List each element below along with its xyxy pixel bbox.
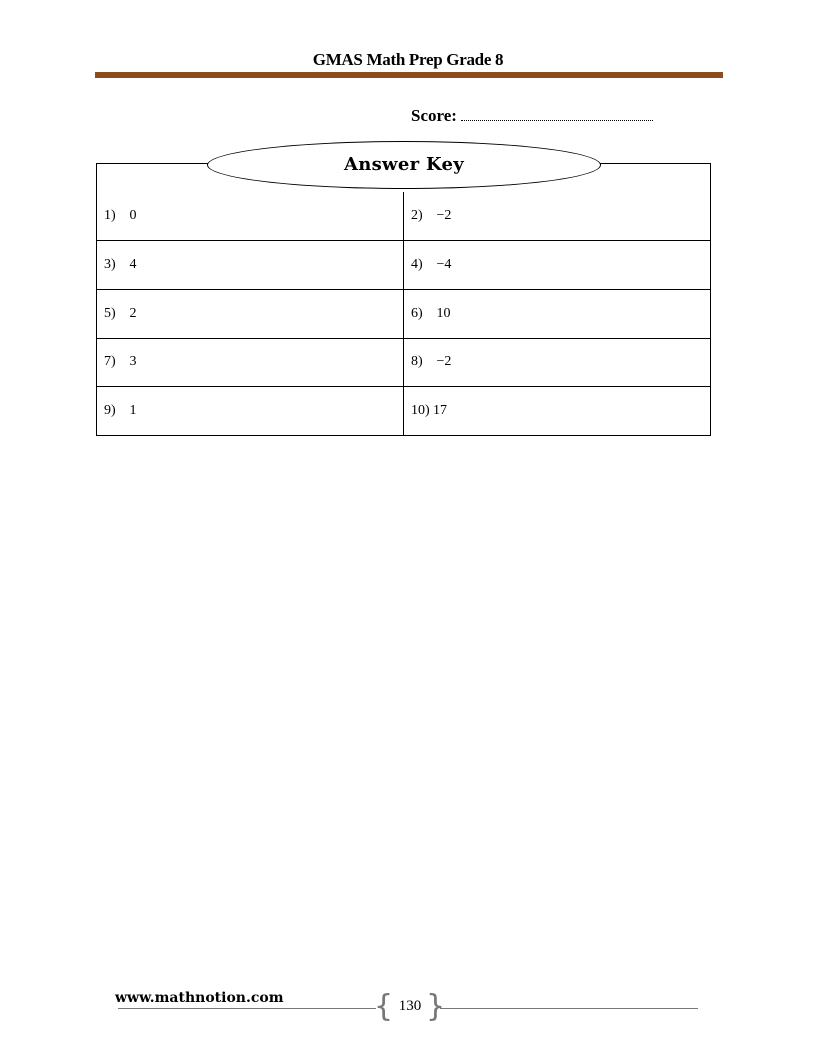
- answer-value: 10: [436, 305, 451, 321]
- question-number: 8): [411, 354, 423, 370]
- answer-value: 3: [129, 354, 137, 370]
- answer-cell: [97, 192, 404, 241]
- footer-rule-right: [440, 1008, 698, 1009]
- answer-value: 0: [129, 208, 137, 224]
- answer-cell: [97, 241, 404, 290]
- question-number: 5): [104, 305, 116, 321]
- footer-rule-left: [118, 1008, 376, 1009]
- question-number: 4): [411, 257, 423, 273]
- left-bracket-icon: {: [374, 989, 394, 1024]
- answer-cell: [97, 289, 404, 338]
- answer-cell: [404, 338, 711, 387]
- answer-key-title: Answer Key: [343, 154, 465, 175]
- question-number: 10): [411, 403, 430, 419]
- table-row: [97, 338, 711, 387]
- answer-value: 2: [129, 305, 137, 321]
- table-row: [97, 289, 711, 338]
- question-number: 3): [104, 257, 116, 273]
- table-row: [97, 387, 711, 436]
- table-row: [97, 192, 711, 241]
- answer-key-table: [96, 192, 711, 436]
- question-number: 9): [104, 403, 116, 419]
- answer-cell: [404, 241, 711, 290]
- answer-cell: [404, 289, 711, 338]
- score-label: Score:: [411, 106, 457, 125]
- answer-value: −2: [436, 354, 452, 370]
- score-field: [411, 106, 653, 126]
- answer-value: 4: [129, 257, 137, 273]
- question-number: 2): [411, 208, 423, 224]
- table-row: [97, 241, 711, 290]
- header-rule: [95, 72, 723, 78]
- answer-value: −2: [436, 208, 452, 224]
- answer-cell: [97, 338, 404, 387]
- answer-value: 17: [433, 403, 447, 419]
- question-number: 7): [104, 354, 116, 370]
- right-bracket-icon: }: [426, 989, 446, 1024]
- page-header-title: GMAS Math Prep Grade 8: [312, 50, 504, 69]
- answer-value: −4: [436, 257, 452, 273]
- answer-cell: [97, 387, 404, 436]
- question-number: 6): [411, 305, 423, 321]
- answer-value: 1: [129, 403, 137, 419]
- question-number: 1): [104, 208, 116, 224]
- score-blank-line: [461, 108, 653, 121]
- footer-website: www.mathnotion.com: [115, 990, 284, 1006]
- answer-cell: [404, 192, 711, 241]
- page-number: 130: [398, 998, 422, 1014]
- answer-key-title-oval: [207, 141, 601, 189]
- answer-cell: [404, 387, 711, 436]
